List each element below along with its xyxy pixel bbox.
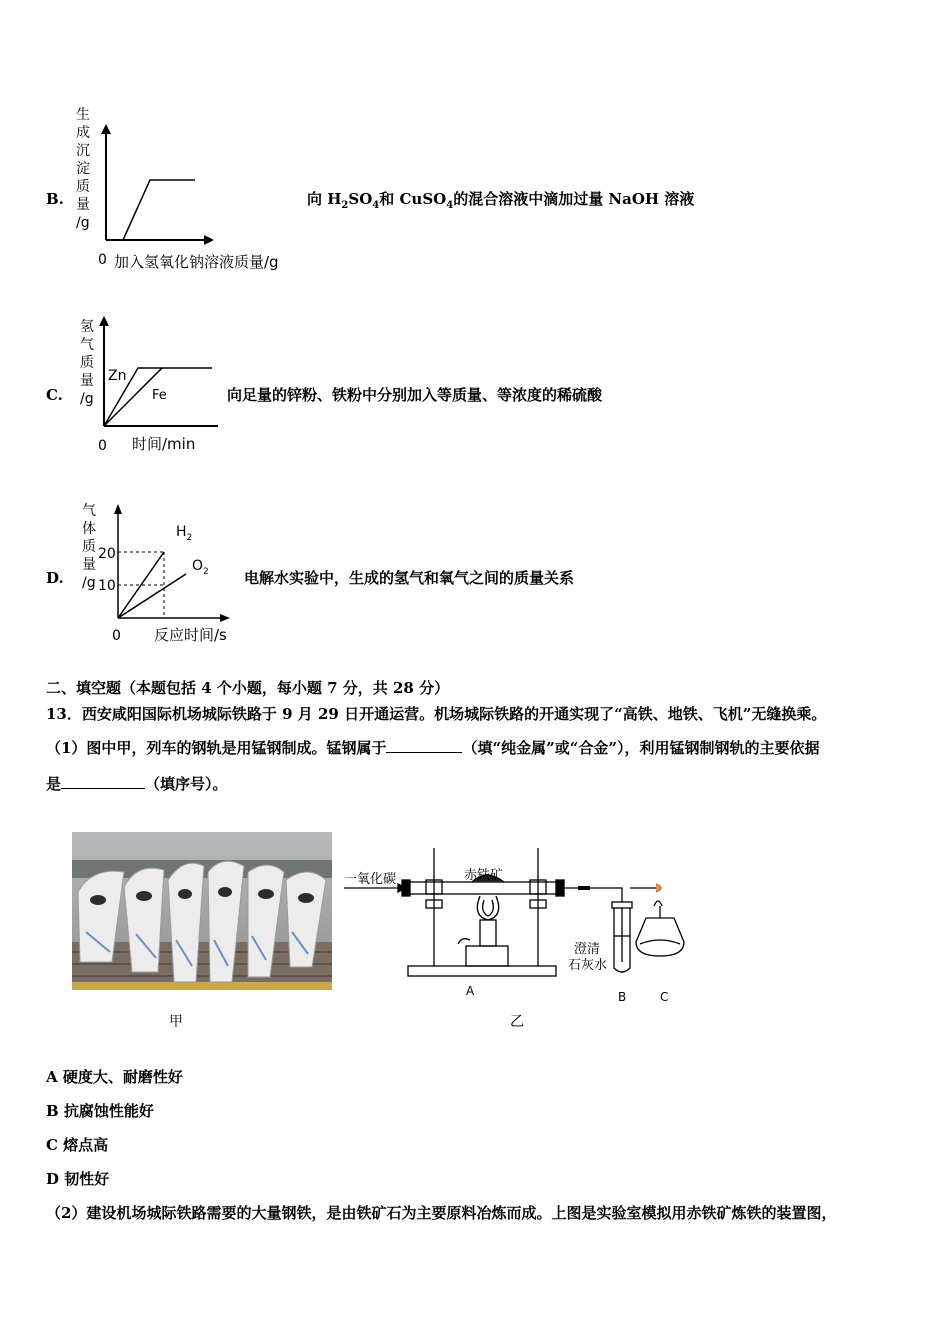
q13-part2: （2）建设机场城际铁路需要的大量钢铁，是由铁矿石为主要原料冶炼而成。上图是实验室模拟用赤铁矿炼铁的装置图， xyxy=(46,1204,837,1222)
figure-yi-label: 乙 xyxy=(510,1014,524,1030)
label-limewater-1: 澄清 xyxy=(574,942,601,957)
option-d-graph xyxy=(74,496,244,648)
option-c-y-label: 氢 气 质 量 /g xyxy=(80,319,94,407)
option-d-x-label: 反应时间/s xyxy=(154,626,227,644)
blank-2 xyxy=(61,774,145,789)
option-d-description: 电解水实验中，生成的氢气和氧气之间的质量关系 xyxy=(244,569,575,587)
section-heading: 二、填空题（本题包括 4 个小题，每小题 7 分，共 28 分） xyxy=(46,679,450,697)
label-c: C xyxy=(660,990,669,1004)
q13-part1-line1: （1）图中甲，列车的钢轨是用锰钢制成。锰钢属于 （填“纯金属”或“合金”），利用锰钢制钢轨的主要依据 xyxy=(46,739,820,757)
option-c-graph xyxy=(70,312,230,460)
option-d-tick-10: 10 xyxy=(98,578,116,594)
label-a: A xyxy=(466,984,475,998)
option-c-letter: C. xyxy=(46,386,63,404)
option-b-letter: B. xyxy=(46,190,64,208)
option-d-y-label: 气 体 质 量 /g xyxy=(82,503,96,591)
label-carbon-monoxide: 一氧化碳 xyxy=(344,872,397,887)
apparatus-drawing xyxy=(340,840,700,1010)
train-photo-illustration xyxy=(72,832,332,990)
label-hematite: 赤铁矿 xyxy=(464,868,504,883)
option-b-description: 向 $H_2SO_4$和 CuSO$_4$的混合溶液中滴加过量 NaOH 溶液 xyxy=(307,190,695,211)
choice-b: B 抗腐蚀性能好 xyxy=(46,1102,154,1120)
q13-stem: 13．西安咸阳国际机场城际铁路于 9 月 29 日开通运营。机场城际铁路的开通实现了“高铁、地铁、飞机”无缝换乘。 xyxy=(46,705,827,723)
option-c-series-fe: Fe xyxy=(152,388,167,403)
option-c-series-zn: Zn xyxy=(108,368,127,384)
option-c-x-label: 时间/min xyxy=(132,435,196,453)
label-limewater-2: 石灰水 xyxy=(568,958,608,973)
train-photo xyxy=(72,832,332,990)
choice-d: D 韧性好 xyxy=(46,1170,110,1188)
q13-part1-line2: 是 （填序号）。 xyxy=(46,775,228,793)
option-b-x-label: 加入氢氧化钠溶液质量/g xyxy=(114,253,279,271)
option-b-origin: 0 xyxy=(98,252,107,268)
option-d-letter: D. xyxy=(46,569,64,587)
option-b-y-label: 生 成 沉 淀 质 量 /g xyxy=(76,107,90,231)
choice-a: A 硬度大、耐磨性好 xyxy=(46,1068,183,1086)
figure-jia-label: 甲 xyxy=(169,1014,183,1030)
label-b: B xyxy=(618,990,627,1004)
option-d-origin: 0 xyxy=(112,628,121,644)
blank-1 xyxy=(386,738,462,753)
option-c-origin: 0 xyxy=(98,438,107,454)
option-d-series-h2: $H_2$ xyxy=(176,524,193,543)
option-d-tick-20: 20 xyxy=(98,546,116,562)
option-d-series-o2: $O_2$ xyxy=(192,558,209,577)
apparatus-diagram xyxy=(340,840,700,1010)
option-c-description: 向足量的锌粉、铁粉中分别加入等质量、等浓度的稀硫酸 xyxy=(227,386,603,404)
choice-c: C 熔点高 xyxy=(46,1136,109,1154)
option-b-graph xyxy=(68,100,308,280)
